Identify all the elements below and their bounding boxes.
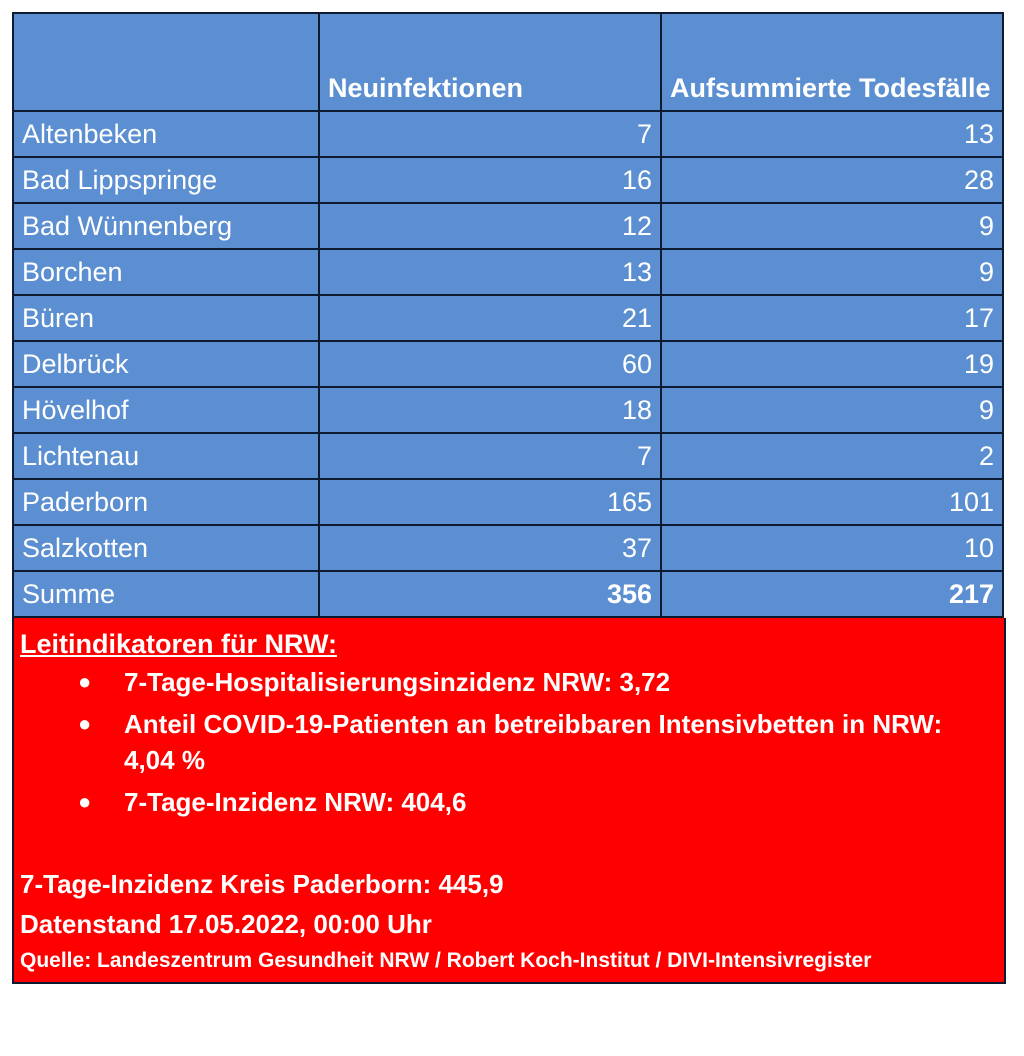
table-row bbox=[13, 295, 1003, 341]
total-deaths: 217 bbox=[661, 571, 1003, 617]
row-new-infections: 13 bbox=[319, 249, 661, 295]
row-new-infections: 7 bbox=[319, 111, 661, 157]
row-deaths: 9 bbox=[661, 203, 1003, 249]
covid-report-sheet bbox=[12, 12, 1002, 984]
table-row bbox=[13, 249, 1003, 295]
row-deaths: 13 bbox=[661, 111, 1003, 157]
row-municipality: Borchen bbox=[13, 249, 319, 295]
table-header-row bbox=[13, 13, 1003, 111]
row-municipality: Delbrück bbox=[13, 341, 319, 387]
list-item bbox=[78, 706, 998, 778]
indicator-text: 7-Tage-Inzidenz NRW: 404,6 bbox=[124, 787, 467, 817]
list-item bbox=[78, 664, 998, 700]
row-new-infections: 12 bbox=[319, 203, 661, 249]
row-deaths: 17 bbox=[661, 295, 1003, 341]
table-total-row bbox=[13, 571, 1003, 617]
row-deaths: 9 bbox=[661, 249, 1003, 295]
row-new-infections: 165 bbox=[319, 479, 661, 525]
row-new-infections: 21 bbox=[319, 295, 661, 341]
total-new-infections: 356 bbox=[319, 571, 661, 617]
table-row bbox=[13, 525, 1003, 571]
bullet-icon: ● bbox=[78, 669, 92, 694]
covid-stats-table bbox=[12, 12, 1004, 618]
table-row bbox=[13, 157, 1003, 203]
table-row bbox=[13, 111, 1003, 157]
indicator-text: Anteil COVID-19-Patienten an betreibbaren Intensivbetten in NRW: 4,04 % bbox=[124, 709, 943, 775]
list-item bbox=[78, 784, 998, 820]
source-note: Quelle: Landeszentrum Gesundheit NRW / Robert Koch-Institut / DIVI-Intensivregister bbox=[20, 949, 872, 972]
indicators-title: Leitindikatoren für NRW: bbox=[20, 629, 338, 659]
row-municipality: Salzkotten bbox=[13, 525, 319, 571]
row-municipality: Paderborn bbox=[13, 479, 319, 525]
row-deaths: 9 bbox=[661, 387, 1003, 433]
nrw-indicators-box bbox=[12, 618, 1006, 984]
row-new-infections: 60 bbox=[319, 341, 661, 387]
row-deaths: 28 bbox=[661, 157, 1003, 203]
row-municipality: Hövelhof bbox=[13, 387, 319, 433]
kreis-incidence: 7-Tage-Inzidenz Kreis Paderborn: 445,9 bbox=[20, 869, 504, 899]
table-row bbox=[13, 341, 1003, 387]
indicators-list bbox=[20, 664, 998, 820]
row-municipality: Büren bbox=[13, 295, 319, 341]
row-new-infections: 18 bbox=[319, 387, 661, 433]
table-row bbox=[13, 387, 1003, 433]
bullet-icon: ● bbox=[78, 789, 92, 814]
row-new-infections: 37 bbox=[319, 525, 661, 571]
row-new-infections: 16 bbox=[319, 157, 661, 203]
row-deaths: 10 bbox=[661, 525, 1003, 571]
row-municipality: Bad Wünnenberg bbox=[13, 203, 319, 249]
indicator-text: 7-Tage-Hospitalisierungsinzidenz NRW: 3,72 bbox=[124, 667, 671, 697]
table-row bbox=[13, 203, 1003, 249]
table-row bbox=[13, 479, 1003, 525]
table-row bbox=[13, 433, 1003, 479]
header-cumulative-deaths: Aufsummierte Todesfälle bbox=[661, 13, 1003, 111]
row-deaths: 19 bbox=[661, 341, 1003, 387]
row-municipality: Lichtenau bbox=[13, 433, 319, 479]
bullet-icon: ● bbox=[78, 711, 92, 736]
row-deaths: 101 bbox=[661, 479, 1003, 525]
row-deaths: 2 bbox=[661, 433, 1003, 479]
row-municipality: Bad Lippspringe bbox=[13, 157, 319, 203]
row-new-infections: 7 bbox=[319, 433, 661, 479]
row-municipality: Altenbeken bbox=[13, 111, 319, 157]
data-status: Datenstand 17.05.2022, 00:00 Uhr bbox=[20, 909, 432, 939]
header-new-infections: Neuinfektionen bbox=[319, 13, 661, 111]
header-municipality bbox=[13, 13, 319, 111]
total-label: Summe bbox=[13, 571, 319, 617]
